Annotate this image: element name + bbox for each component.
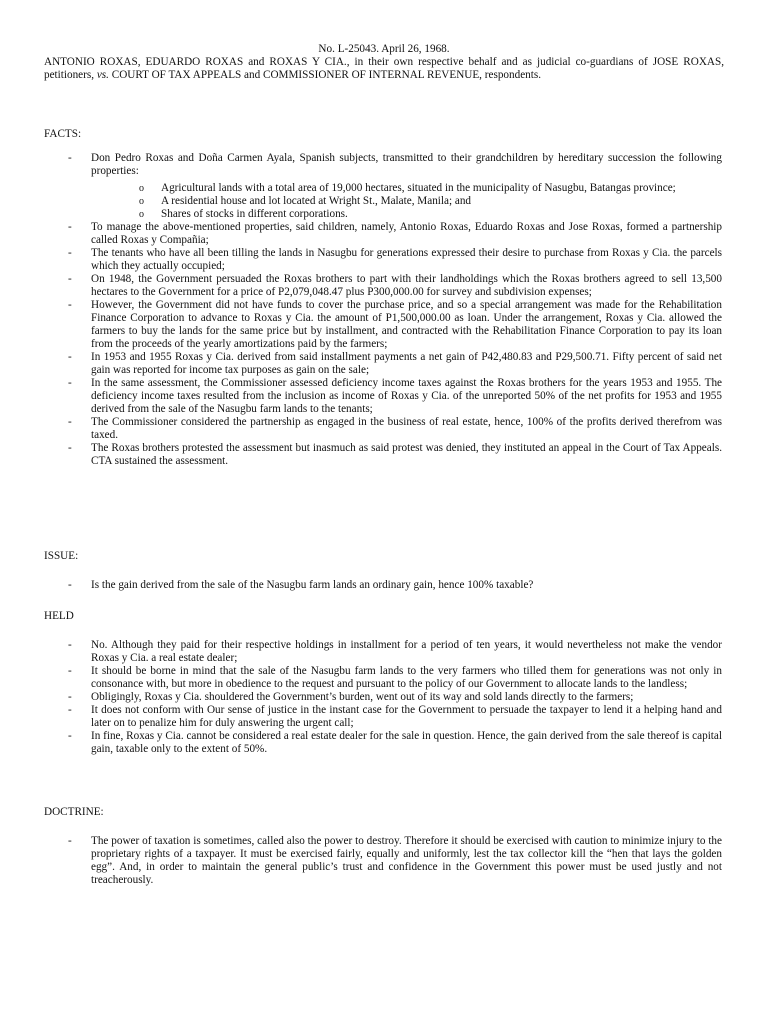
- facts-intro: Don Pedro Roxas and Doña Carmen Ayala, Spanish subjects, transmitted to their grandchildren by hereditary succession the following properties:: [91, 152, 722, 177]
- facts-heading: FACTS:: [44, 128, 82, 140]
- list-item: - The power of taxation is sometimes, called also the power to destroy. Therefore it should be exercised with caution to minimize injury to the proprietary rights of a taxpayer. It must be exercised fairly, equally and uniformly, lest the tax collector kill the “hen that lays the golden egg”. And, in order to maintain the general public’s trust and confidence in the Government this power must be used justly and not treacherously.: [68, 835, 722, 887]
- held-list: [68, 639, 722, 756]
- facts-list: [68, 152, 722, 468]
- list-item: - Is the gain derived from the sale of the Nasugbu farm lands an ordinary gain, hence 100% taxable?: [68, 579, 722, 592]
- case-parties: [44, 56, 724, 82]
- list-item: - In fine, Roxas y Cia. cannot be considered a real estate dealer for the sale in question. Hence, the gain derived from the sale thereof is capital gain, taxable only to the extent of 50%.: [68, 730, 722, 756]
- list-item: - The Roxas brothers protested the assessment but inasmuch as said protest was denied, they instituted an appeal in the Court of Tax Appeals. CTA sustained the assessment.: [68, 442, 722, 468]
- list-item: - On 1948, the Government persuaded the Roxas brothers to part with their landholdings which the Roxas brothers agreed to sell 13,500 hectares to the Government for a price of P2,079,048.47 plus P300,000.00 for survey and subdivision expenses;: [68, 273, 722, 299]
- properties-list: [139, 182, 745, 221]
- list-item: - No. Although they paid for their respective holdings in installment for a period of ten years, it would nevertheless not make the vendor Roxas y Cia. a real estate dealer;: [68, 639, 722, 665]
- list-item: - In 1953 and 1955 Roxas y Cia. derived from said installment payments a net gain of P42,480.83 and P29,500.71. Fifty percent of said net gain was reported for income tax purposes as gain on the sale;: [68, 351, 722, 377]
- versus: vs.: [96, 69, 109, 81]
- list-item: - To manage the above-mentioned properties, said children, namely, Antonio Roxas, Eduardo Roxas and Jose Roxas, formed a partnership called Roxas y Compañia;: [68, 221, 722, 247]
- petitioners: ANTONIO ROXAS, EDUARDO ROXAS and ROXAS Y CIA., in their own respective behalf and as judicial co-guardians of JOSE ROXAS, petitioners,: [44, 56, 724, 81]
- list-item: - However, the Government did not have funds to cover the purchase price, and so a special arrangement was made for the Rehabilitation Finance Corporation to advance to Roxas y Cia. the amount of P1,500,000.00 as loan. Under the arrangement, Roxas y Cia. allowed the farmers to buy the lands for the same price but by installment, and contracted with the Rehabilitation Finance Corporation to pay its loan from the proceeds of the yearly amortizations paid by the farmers;: [68, 299, 722, 351]
- list-item: - Obligingly, Roxas y Cia. shouldered the Government’s burden, went out of its way and sold lands directly to the farmers;: [68, 691, 722, 704]
- list-item: - It does not conform with Our sense of justice in the instant case for the Government to persuade the taxpayer to lend it a helping hand and later on to penalize him for duly answering the urgent call;: [68, 704, 722, 730]
- case-number: No. L-25043. April 26, 1968.: [318, 43, 450, 55]
- respondents: COURT OF TAX APPEALS and COMMISSIONER OF INTERNAL REVENUE, respondents.: [111, 69, 542, 81]
- list-item: - In the same assessment, the Commissioner assessed deficiency income taxes against the Roxas brothers for the years 1953 and 1955. The deficiency income taxes resulted from the inclusion as income of Roxas y Cia. of the unreported 50% of the net profits for 1953 and 1955 derived from the sale of the Nasugbu farm lands to the tenants;: [68, 377, 722, 416]
- list-item: o A residential house and lot located at Wright St., Malate, Manila; and: [139, 195, 745, 208]
- doctrine-list: [68, 835, 722, 887]
- case-header: [44, 43, 724, 82]
- issue-heading: ISSUE:: [44, 550, 79, 562]
- list-item: - The Commissioner considered the partnership as engaged in the business of real estate, hence, 100% of the profits derived therefrom was taxed.: [68, 416, 722, 442]
- list-item: [68, 152, 722, 221]
- list-item: o Shares of stocks in different corporations.: [139, 208, 745, 221]
- list-item: o Agricultural lands with a total area of 19,000 hectares, situated in the municipality of Nasugbu, Batangas province;: [139, 182, 745, 195]
- held-heading: HELD: [44, 610, 74, 622]
- issue-list: [68, 579, 722, 592]
- list-item: - The tenants who have all been tilling the lands in Nasugbu for generations expressed their desire to purchase from Roxas y Cia. the parcels which they actually occupied;: [68, 247, 722, 273]
- doctrine-heading: DOCTRINE:: [44, 806, 104, 818]
- list-item: - It should be borne in mind that the sale of the Nasugbu farm lands to the very farmers who tilled them for generations was not only in consonance with, but more in obedience to the request and pursuant to the policy of our Government to allocate lands to the landless;: [68, 665, 722, 691]
